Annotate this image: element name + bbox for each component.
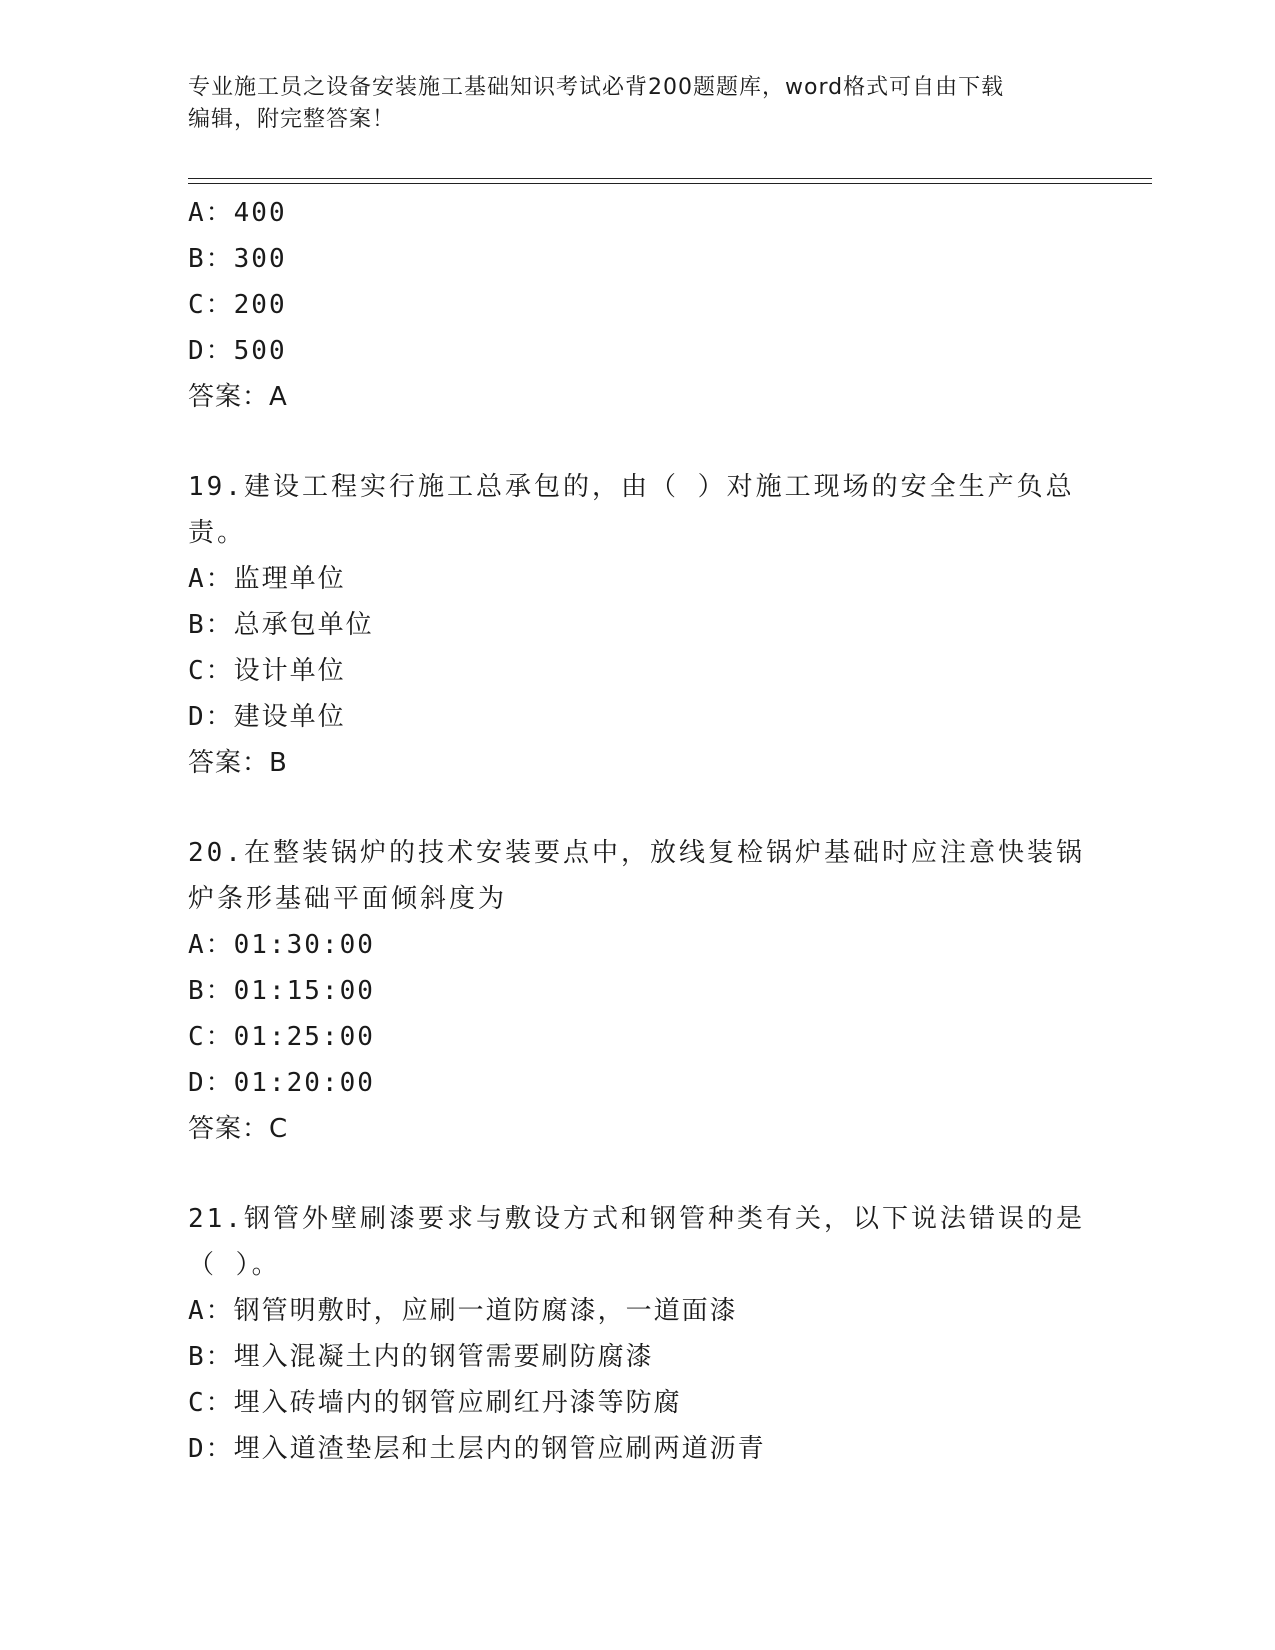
question-20 <box>188 830 1088 1152</box>
document-header <box>188 72 1088 136</box>
option-b: B：300 <box>188 244 287 274</box>
option-d: D：01:20:00 <box>188 1068 375 1098</box>
question-18 <box>188 190 1088 420</box>
option-a: A：400 <box>188 198 287 228</box>
question-21 <box>188 1196 1088 1472</box>
stem-line-1: 19.建设工程实行施工总承包的，由（ ）对施工现场的安全生产负总 <box>188 472 1075 502</box>
option-c: C：埋入砖墙内的钢管应刷红丹漆等防腐 <box>188 1388 682 1418</box>
option-a: A：钢管明敷时，应刷一道防腐漆，一道面漆 <box>188 1296 738 1326</box>
option-b: B：总承包单位 <box>188 610 374 640</box>
question-19 <box>188 464 1088 786</box>
option-d: D：埋入道渣垫层和土层内的钢管应刷两道沥青 <box>188 1434 766 1464</box>
option-c: C：设计单位 <box>188 656 346 686</box>
stem-line-2: 责。 <box>188 518 247 548</box>
question-stem <box>188 830 1088 922</box>
option-d: D：500 <box>188 336 287 366</box>
option-b: B：埋入混凝土内的钢管需要刷防腐漆 <box>188 1342 654 1372</box>
question-stem <box>188 1196 1088 1288</box>
option-c: C：01:25:00 <box>188 1022 375 1052</box>
stem-line-2: 炉条形基础平面倾斜度为 <box>188 884 508 914</box>
stem-line-1: 21.钢管外壁刷漆要求与敷设方式和钢管种类有关，以下说法错误的是 <box>188 1204 1085 1234</box>
answer-line: 答案：A <box>188 382 288 412</box>
header-divider-top <box>188 178 1152 179</box>
option-b: B：01:15:00 <box>188 976 375 1006</box>
answer-line: 答案：B <box>188 748 288 778</box>
option-d: D：建设单位 <box>188 702 346 732</box>
stem-line-2: （ ）。 <box>188 1250 281 1280</box>
answer-line: 答案：C <box>188 1114 289 1144</box>
header-divider-bottom <box>188 183 1152 184</box>
question-spacer <box>188 1152 1088 1196</box>
question-list <box>188 190 1088 1472</box>
option-c: C：200 <box>188 290 287 320</box>
header-line-2: 编辑，附完整答案！ <box>188 107 396 132</box>
option-a: A：01:30:00 <box>188 930 375 960</box>
question-spacer <box>188 786 1088 830</box>
stem-line-1: 20.在整装锅炉的技术安装要点中，放线复检锅炉基础时应注意快装锅 <box>188 838 1085 868</box>
option-a: A：监理单位 <box>188 564 346 594</box>
question-stem <box>188 464 1088 556</box>
question-spacer <box>188 420 1088 464</box>
header-line-1: 专业施工员之设备安装施工基础知识考试必背200题题库，word格式可自由下载 <box>188 75 1005 100</box>
